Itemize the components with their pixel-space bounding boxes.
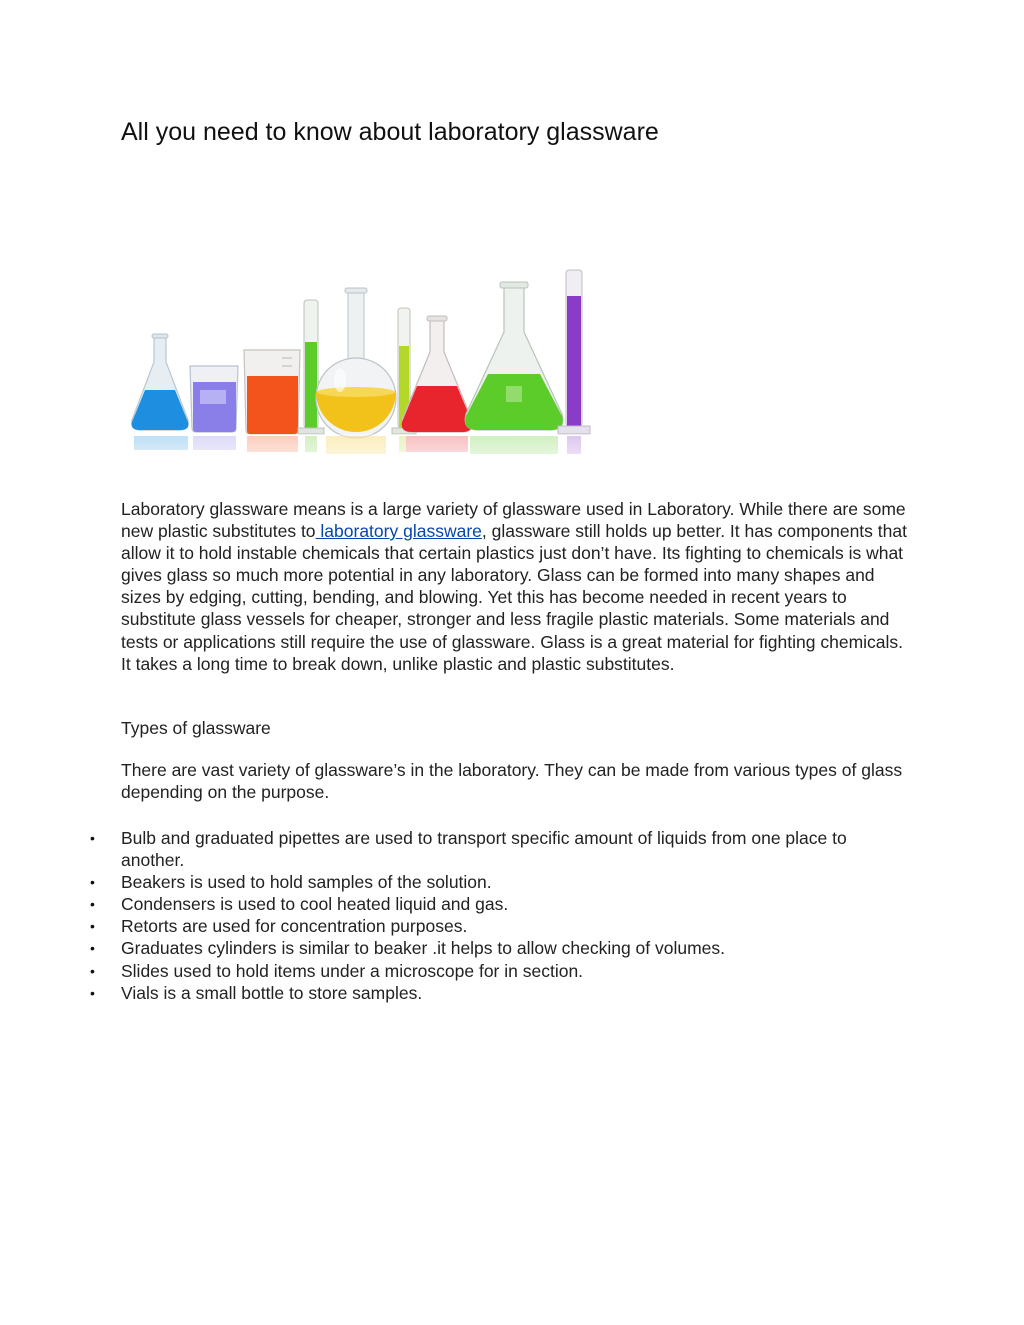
intro-paragraph xyxy=(121,498,911,675)
list-item xyxy=(90,871,911,893)
bullet-icon: • xyxy=(90,874,95,891)
bullet-icon: • xyxy=(90,918,95,935)
list-item xyxy=(90,982,911,1004)
bullet-icon: • xyxy=(90,830,95,846)
list-item-text: Beakers is used to hold samples of the solution. xyxy=(121,872,492,893)
types-heading: Types of glassware xyxy=(121,718,271,738)
list-item xyxy=(90,937,911,959)
list-item-text: Vials is a small bottle to store samples. xyxy=(121,982,423,1003)
bullet-icon: • xyxy=(90,962,95,979)
intro-text-after-link: , glassware still holds up better. It has components that allow it to hold instable chemicals that certain plastics just don’t have. Its fighting to chemicals is what gives glass so much more potential in any laboratory. Glass can be formed into many shapes and sizes by edging, cutting, bending, and blowing. Yet this has become needed in recent years to substitute glass vessels for cheaper, stronger and less fragile plastic materials. Some materials and tests or applications still require the use of glassware. Glass is a great material for fighting chemicals. It takes a long time to break down, unlike plastic and plastic substitutes. xyxy=(121,521,907,674)
green-flask xyxy=(465,282,563,430)
glassware-photo xyxy=(120,262,610,480)
list-item xyxy=(90,960,911,982)
list-item-text: Bulb and graduated pipettes are used to transport specific amount of liquids from one place to another. xyxy=(121,828,847,871)
laboratory-glassware-link[interactable]: laboratory glassware xyxy=(315,521,482,542)
bullet-icon: • xyxy=(90,984,95,1001)
glassware-list xyxy=(90,827,911,1004)
list-item-text: Slides used to hold items under a microscope for in section. xyxy=(121,960,584,981)
page-title: All you need to know about laboratory glassware xyxy=(121,118,659,146)
list-item-text: Condensers is used to cool heated liquid and gas. xyxy=(121,894,509,915)
orange-beaker xyxy=(244,350,300,434)
list-item xyxy=(90,893,911,915)
bullet-icon: • xyxy=(90,896,95,913)
intro-text-before-link: Laboratory glassware means is a large variety of glassware used in Laboratory. While there are some new plastic substitutes to xyxy=(121,499,906,542)
red-flask xyxy=(402,316,473,432)
list-item-text: Retorts are used for concentration purposes. xyxy=(121,916,468,937)
list-item-text: Graduates cylinders is similar to beaker .it helps to allow checking of volumes. xyxy=(121,938,726,959)
blue-flask xyxy=(132,334,189,430)
list-item xyxy=(90,915,911,937)
bullet-icon: • xyxy=(90,940,95,957)
vast-variety-paragraph: There are vast variety of glassware’s in the laboratory. They can be made from various types of glass depending on the purpose. xyxy=(121,760,903,803)
yellow-round-flask xyxy=(316,288,396,438)
purple-cylinder xyxy=(558,270,590,434)
violet-beaker xyxy=(190,366,238,432)
list-item xyxy=(90,827,911,871)
